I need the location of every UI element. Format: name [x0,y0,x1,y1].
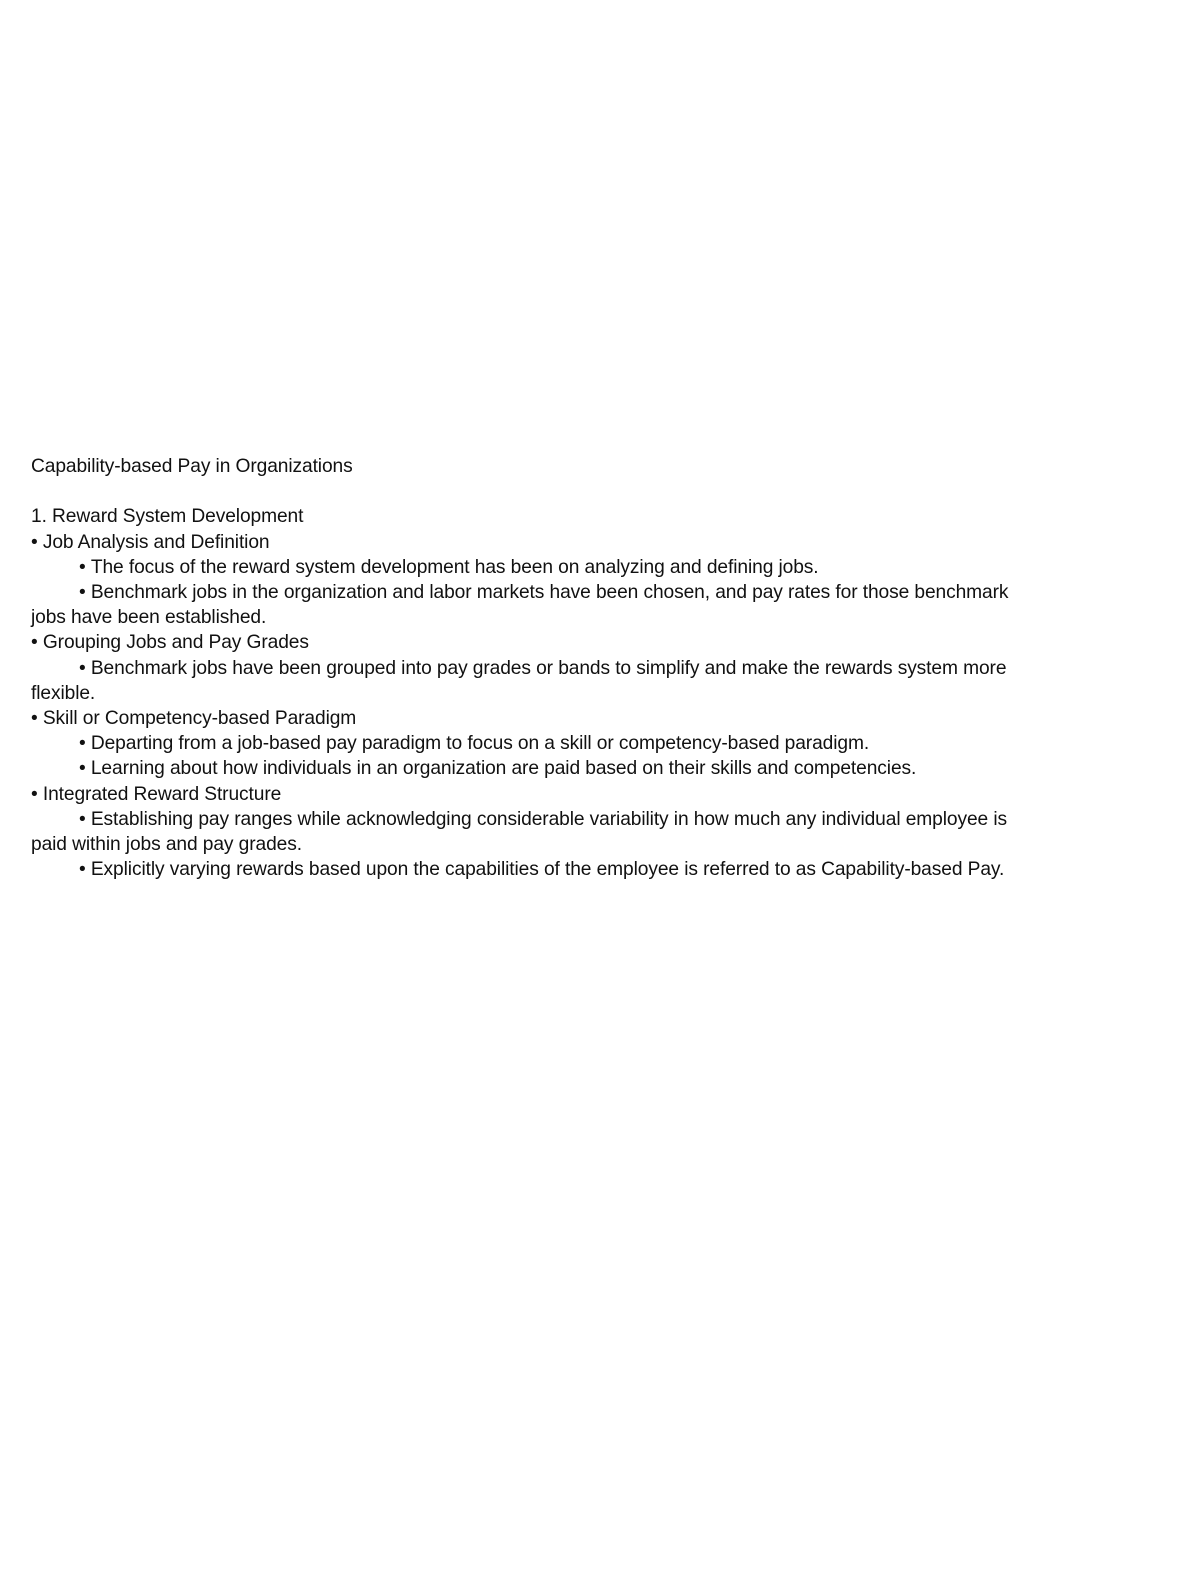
sub-bullet-capability-pay: • Explicitly varying rewards based upon the capabilities of the employee is referred to as Capability-based Pay. [31,857,1131,882]
sub-bullet-pay-ranges-continuation: paid within jobs and pay grades. [31,834,302,856]
bullet-skill-paradigm: • Skill or Competency-based Paradigm [31,706,1131,731]
bullet-job-analysis: • Job Analysis and Definition [31,530,1131,555]
sub-bullet-pay-grades [31,656,1131,706]
sub-bullet-pay-grades-continuation: flexible. [31,682,96,704]
section-heading: 1. Reward System Development [31,506,304,528]
sub-bullet-focus: • The focus of the reward system development has been on analyzing and defining jobs. [31,555,1131,580]
sub-bullet-departing: • Departing from a job-based pay paradigm to focus on a skill or competency-based paradigm. [31,731,1131,756]
blank-line [31,479,1131,504]
sub-bullet-benchmark-jobs-text: • Benchmark jobs in the organization and labor markets have been chosen, and pay rates for those benchmark [79,582,1008,603]
sub-bullet-learning: • Learning about how individuals in an organization are paid based on their skills and competencies. [31,756,1131,781]
document-title: Capability-based Pay in Organizations [31,456,353,477]
sub-bullet-pay-grades-text: • Benchmark jobs have been grouped into pay grades or bands to simplify and make the rewards system more [79,658,1006,679]
sub-bullet-benchmark-jobs [31,580,1131,630]
sub-bullet-pay-ranges [31,807,1131,857]
bullet-integrated-reward: • Integrated Reward Structure [31,782,1131,807]
bullet-grouping-jobs: • Grouping Jobs and Pay Grades [31,630,1131,655]
sub-bullet-pay-ranges-text: • Establishing pay ranges while acknowledging considerable variability in how much any individual employee is [79,809,1007,830]
document-body [31,454,1131,882]
sub-bullet-benchmark-jobs-continuation: jobs have been established. [31,607,267,629]
